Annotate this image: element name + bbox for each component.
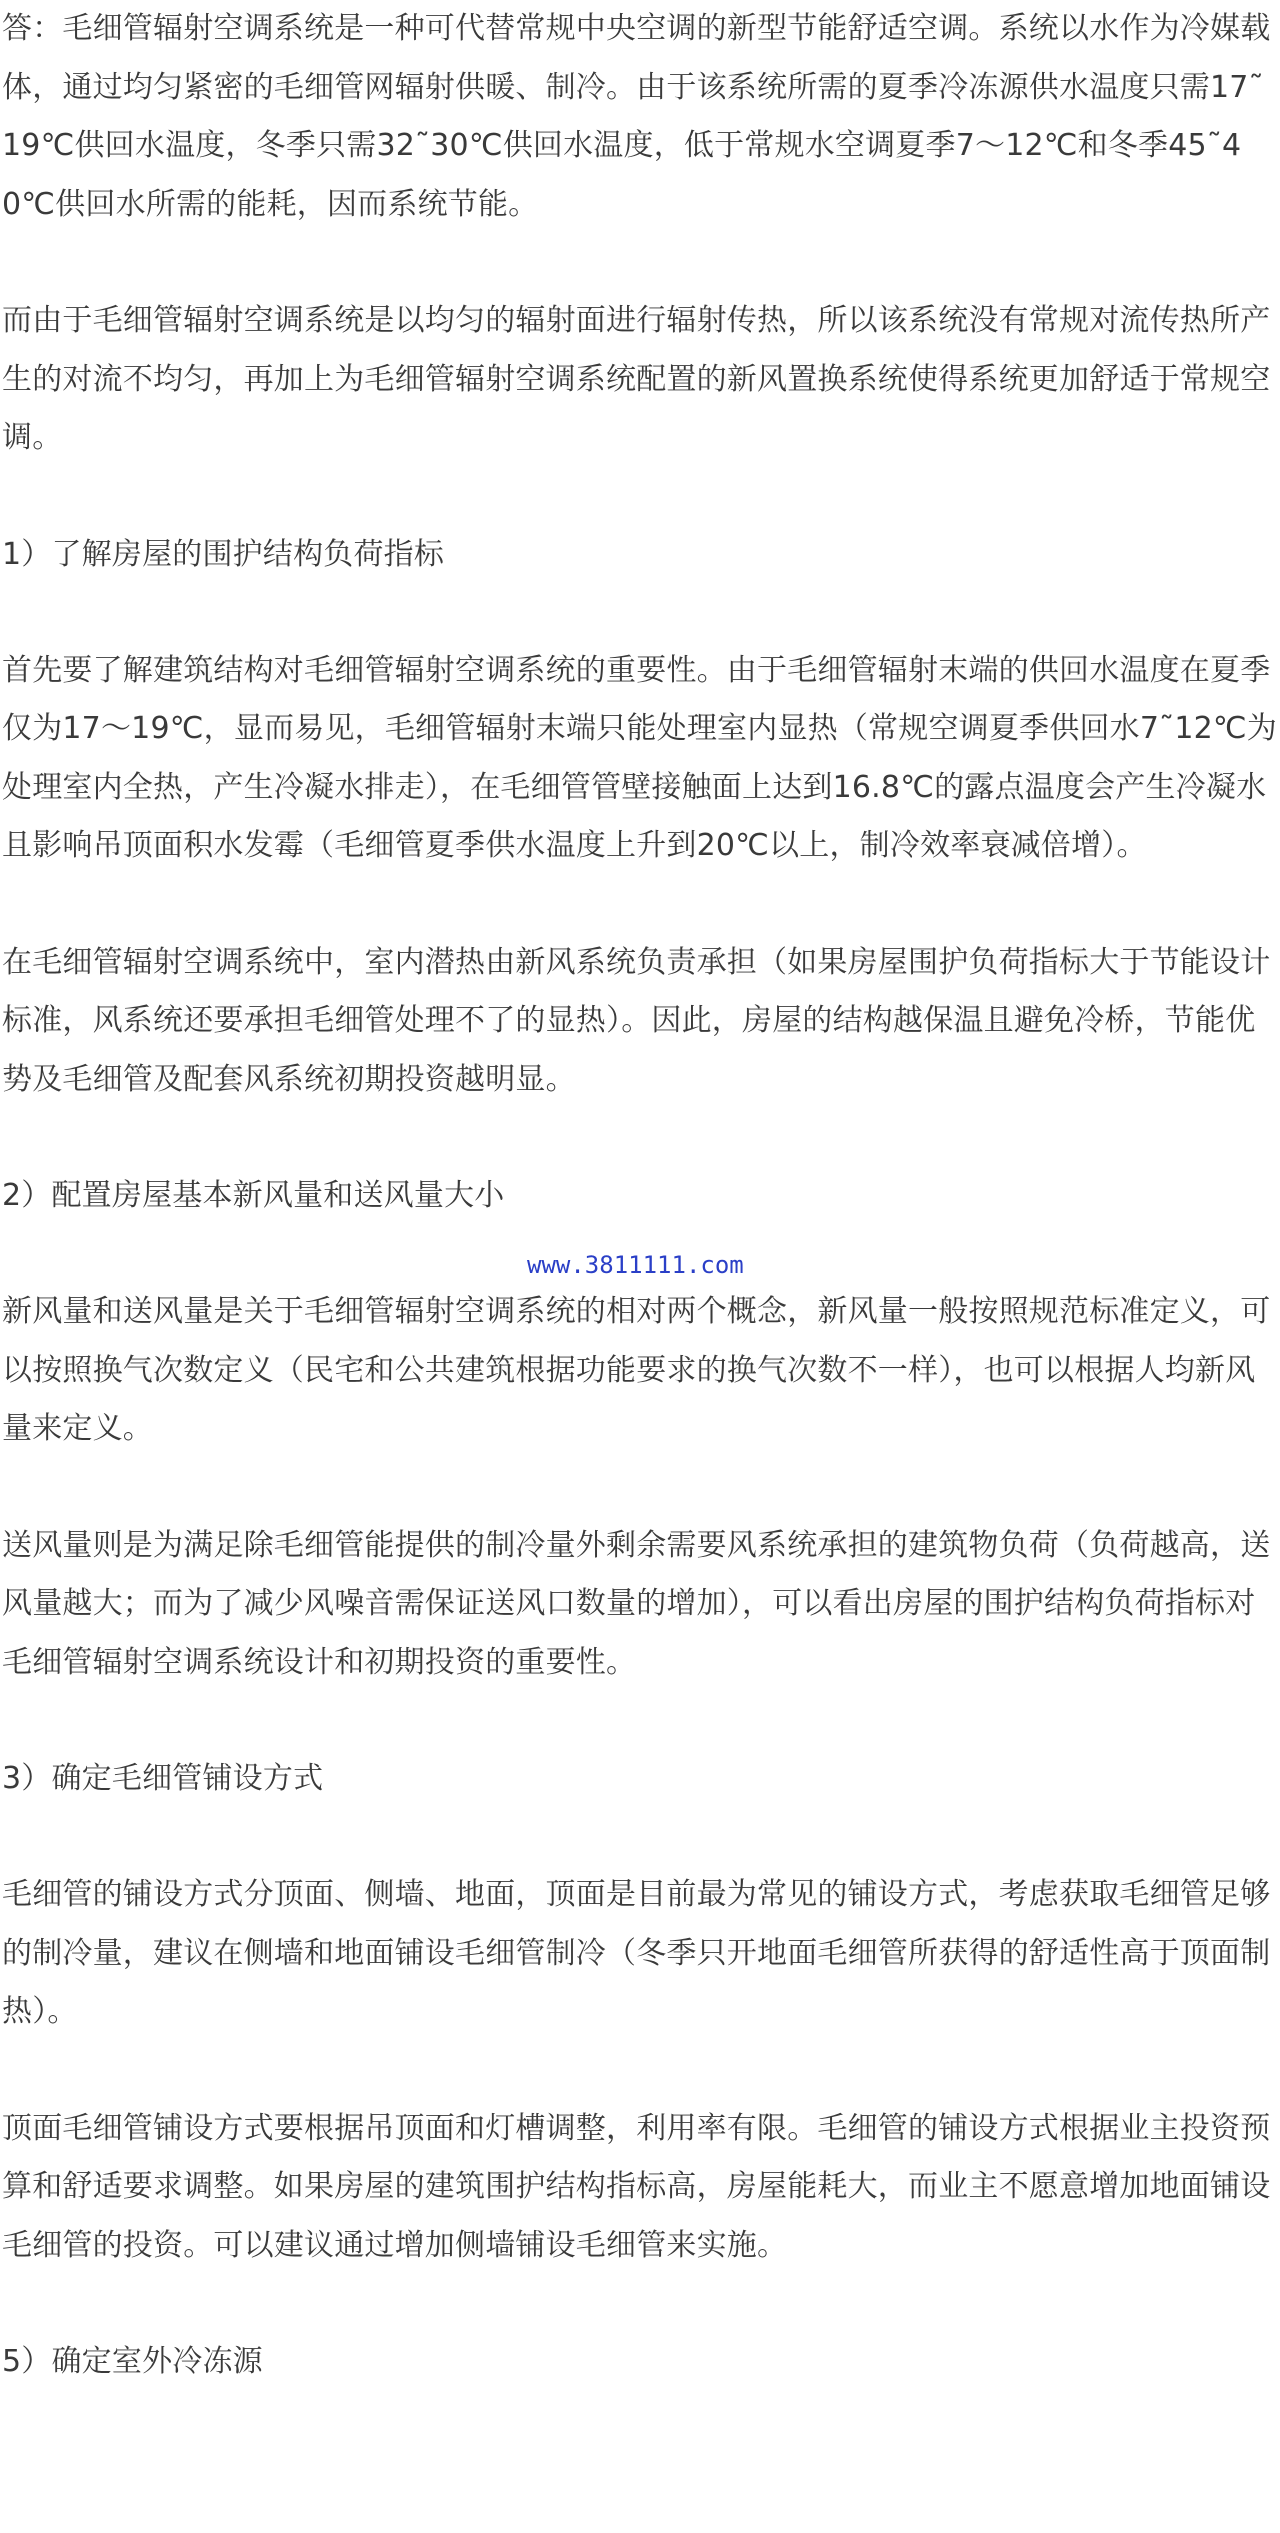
paragraph-fresh-air: 新风量和送风量是关于毛细管辐射空调系统的相对两个概念，新风量一般按照规范标准定义，可以按照换气次数定义（民宅和公共建筑根据功能要求的换气次数不一样），也可以根据人均新风量来定义。 (2, 1294, 1271, 1446)
paragraph-spacer (0, 2042, 1280, 2100)
section-heading-5: 5）确定室外冷冻源 (2, 2344, 263, 2379)
paragraph-spacer (0, 468, 1280, 526)
section-heading-3: 3）确定毛细管铺设方式 (2, 1761, 324, 1796)
paragraph-ceiling-laying: 顶面毛细管铺设方式要根据吊顶面和灯槽调整，利用率有限。毛细管的铺设方式根据业主投资预算和舒适要求调整。如果房屋的建筑围护结构指标高，房屋能耗大，而业主不愿意增加地面铺设毛细管的投资。可以建议通过增加侧墙铺设毛细管来实施。 (2, 2110, 1271, 2263)
paragraph-supply-air: 送风量则是为满足除毛细管能提供的制冷量外剩余需要风系统承担的建筑物负荷（负荷越高，送风量越大；而为了减少风噪音需保证送风口数量的增加），可以看出房屋的围护结构负荷指标对毛细管辐射空调系统设计和初期投资的重要性。 (2, 1527, 1271, 1680)
paragraph-spacer (0, 234, 1280, 292)
paragraph-spacer (0, 1109, 1280, 1167)
paragraph-building-structure: 首先要了解建筑结构对毛细管辐射空调系统的重要性。由于毛细管辐射末端的供回水温度在夏季仅为17～19℃，显而易见，毛细管辐射末端只能处理室内显热（常规空调夏季供回水7˜12℃为处理室内全热，产生冷凝水排走），在毛细管管壁接触面上达到16.8℃的露点温度会产生冷凝水且影响吊顶面积水发霉（毛细管夏季供水温度上升到20℃以上，制冷效率衰减倍增）。 (2, 652, 1277, 863)
paragraph-spacer (0, 1808, 1280, 1866)
paragraph-spacer (0, 1692, 1280, 1750)
paragraph-spacer (0, 1459, 1280, 1517)
paragraph-spacer (0, 2275, 1280, 2333)
paragraph-laying-methods: 毛细管的铺设方式分顶面、侧墙、地面，顶面是目前最为常见的铺设方式，考虑获取毛细管足够的制冷量，建议在侧墙和地面铺设毛细管制冷（冬季只开地面毛细管所获得的舒适性高于顶面制热）。 (2, 1877, 1271, 2029)
section-heading-2: 2）配置房屋基本新风量和送风量大小 (2, 1178, 505, 1213)
paragraph-intro: 答：毛细管辐射空调系统是一种可代替常规中央空调的新型节能舒适空调。系统以水作为冷媒载体，通过均匀紧密的毛细管网辐射供暖、制冷。由于该系统所需的夏季冷冻源供水温度只需17˜19℃供回水温度，冬季只需32˜30℃供回水温度，低于常规水空调夏季7～12℃和冬季45˜40℃供回水所需的能耗，因而系统节能。 (2, 11, 1271, 222)
paragraph-spacer (0, 876, 1280, 934)
paragraph-latent-heat: 在毛细管辐射空调系统中，室内潜热由新风系统负责承担（如果房屋围护负荷指标大于节能设计标准，风系统还要承担毛细管处理不了的显热）。因此，房屋的结构越保温且避免冷桥，节能优势及毛细管及配套风系统初期投资越明显。 (2, 944, 1271, 1097)
section-heading-1: 1）了解房屋的围护结构负荷指标 (2, 536, 445, 572)
paragraph-spacer (0, 584, 1280, 642)
paragraph-radiant-comfort: 而由于毛细管辐射空调系统是以均匀的辐射面进行辐射传热，所以该系统没有常规对流传热所产生的对流不均匀，再加上为毛细管辐射空调系统配置的新风置换系统使得系统更加舒适于常规空调。 (2, 303, 1271, 455)
watermark-url: www.3811111.com (527, 1251, 744, 1279)
